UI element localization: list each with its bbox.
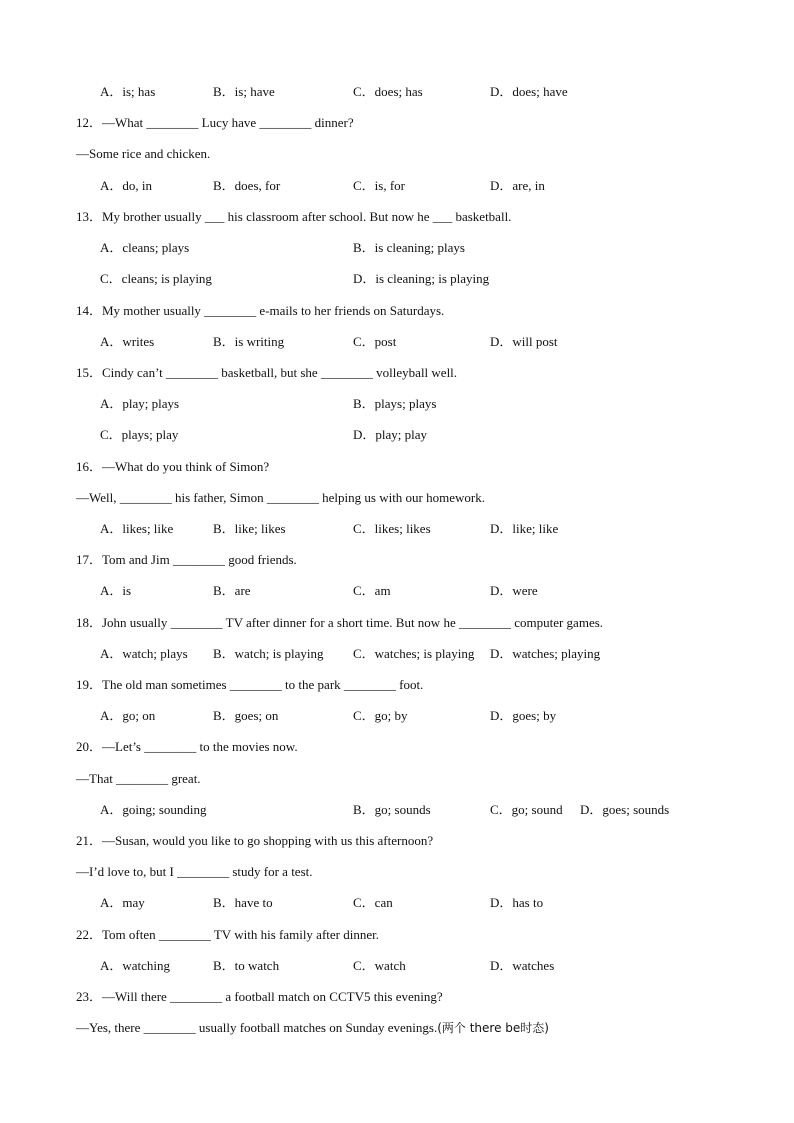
option-d: D．has to bbox=[490, 895, 544, 910]
option-b: B．go; sounds bbox=[353, 802, 431, 817]
option-b: B．are bbox=[213, 583, 251, 598]
option-a: A．writes bbox=[100, 334, 155, 349]
option-a: A．may bbox=[100, 895, 145, 910]
question-14: 14．My mother usually ________ e-mails to her friends on Saturdays. bbox=[76, 303, 445, 318]
option-a: A．likes; like bbox=[100, 521, 174, 536]
option-c: C．watch bbox=[353, 958, 406, 973]
option-c: C．plays; play bbox=[100, 427, 179, 442]
option-b: B．watch; is playing bbox=[213, 646, 324, 661]
question-16: 16．—What do you think of Simon? bbox=[76, 459, 270, 474]
question-18: 18．John usually ________ TV after dinner for a short time. But now he ________ computer games. bbox=[76, 615, 604, 630]
option-c: C．go; sound bbox=[490, 802, 563, 817]
option-d: D．watches; playing bbox=[490, 646, 601, 661]
question-21-reply: —I’d love to, but I ________ study for a test. bbox=[76, 864, 313, 879]
option-b: B．have to bbox=[213, 895, 273, 910]
option-d: D．were bbox=[490, 583, 538, 598]
option-b: B．goes; on bbox=[213, 708, 279, 723]
option-a: A．play; plays bbox=[100, 396, 180, 411]
option-b: B．plays; plays bbox=[353, 396, 437, 411]
option-b: B．does, for bbox=[213, 178, 281, 193]
question-23-note: (两个 there be时态) bbox=[437, 1021, 549, 1035]
option-c: C．watches; is playing bbox=[353, 646, 475, 661]
option-a: A．cleans; plays bbox=[100, 240, 190, 255]
question-12-reply: —Some rice and chicken. bbox=[76, 146, 211, 161]
option-d: D．play; play bbox=[353, 427, 428, 442]
question-12: 12．—What ________ Lucy have ________ dinner? bbox=[76, 115, 354, 130]
option-d: D．watches bbox=[490, 958, 555, 973]
option-a: A．go; on bbox=[100, 708, 156, 723]
option-b: B．is cleaning; plays bbox=[353, 240, 465, 255]
option-d: D．goes; by bbox=[490, 708, 557, 723]
option-a: A．is bbox=[100, 583, 132, 598]
option-a: A．do, in bbox=[100, 178, 153, 193]
option-c: C．does; has bbox=[353, 84, 423, 99]
option-c: C．post bbox=[353, 334, 397, 349]
option-d: D．is cleaning; is playing bbox=[353, 271, 490, 286]
option-a: A．going; sounding bbox=[100, 802, 207, 817]
option-d: D．are, in bbox=[490, 178, 545, 193]
question-23: 23．—Will there ________ a football match on CCTV5 this evening? bbox=[76, 989, 443, 1004]
option-b: B．is writing bbox=[213, 334, 285, 349]
question-15: 15．Cindy can’t ________ basketball, but she ________ volleyball well. bbox=[76, 365, 458, 380]
option-b: B．like; likes bbox=[213, 521, 286, 536]
option-c: C．go; by bbox=[353, 708, 408, 723]
option-b: B．to watch bbox=[213, 958, 280, 973]
question-23-reply bbox=[76, 1020, 549, 1036]
option-d: D．goes; sounds bbox=[580, 802, 670, 817]
option-c: C．can bbox=[353, 895, 393, 910]
option-c: C．likes; likes bbox=[353, 521, 431, 536]
option-c: C．am bbox=[353, 583, 391, 598]
question-20: 20．—Let’s ________ to the movies now. bbox=[76, 739, 298, 754]
question-20-reply: —That ________ great. bbox=[76, 771, 201, 786]
option-d: D．does; have bbox=[490, 84, 568, 99]
option-a: A．is; has bbox=[100, 84, 156, 99]
option-c: C．is, for bbox=[353, 178, 406, 193]
question-17: 17．Tom and Jim ________ good friends. bbox=[76, 552, 297, 567]
question-19: 19．The old man sometimes ________ to the park ________ foot. bbox=[76, 677, 424, 692]
option-c: C．cleans; is playing bbox=[100, 271, 212, 286]
question-23-reply-text: —Yes, there ________ usually football matches on Sunday evenings. bbox=[76, 1020, 438, 1035]
question-13: 13．My brother usually ___ his classroom after school. But now he ___ basketball. bbox=[76, 209, 512, 224]
option-d: D．like; like bbox=[490, 521, 559, 536]
question-22: 22．Tom often ________ TV with his family after dinner. bbox=[76, 927, 379, 942]
option-b: B．is; have bbox=[213, 84, 275, 99]
question-16-reply: —Well, ________ his father, Simon ________ helping us with our homework. bbox=[76, 490, 485, 505]
question-21: 21．—Susan, would you like to go shopping with us this afternoon? bbox=[76, 833, 434, 848]
option-d: D．will post bbox=[490, 334, 558, 349]
option-a: A．watching bbox=[100, 958, 171, 973]
option-a: A．watch; plays bbox=[100, 646, 188, 661]
